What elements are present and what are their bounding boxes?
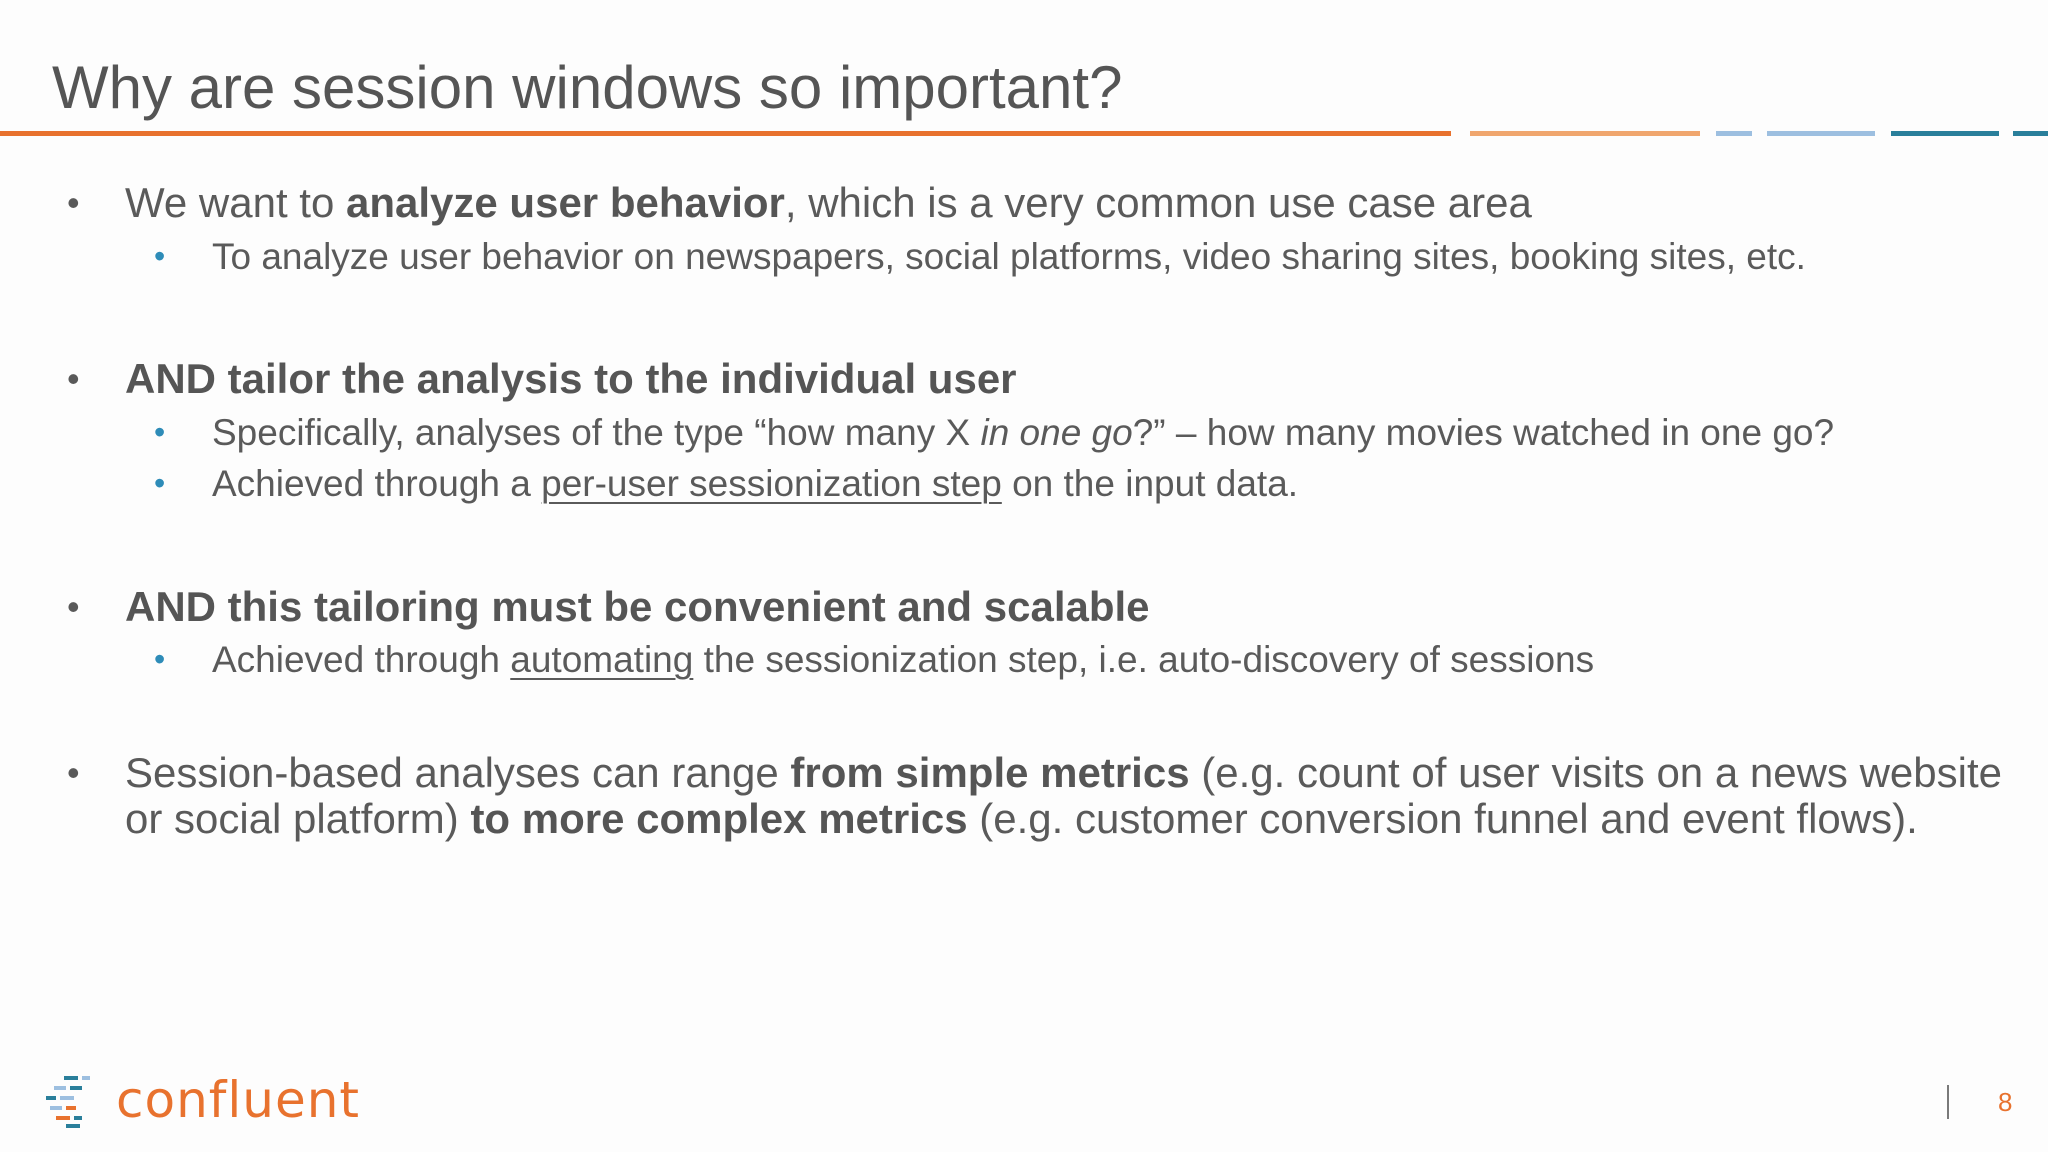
bullet-item: • AND tailor the analysis to the individual user bbox=[67, 355, 1017, 402]
page-number-separator bbox=[1947, 1085, 1949, 1119]
bullet-dot: • bbox=[67, 752, 80, 793]
slide-title: Why are session windows so important? bbox=[52, 54, 1123, 121]
title-rule-light-orange bbox=[1470, 131, 1700, 136]
logo-wordmark: confluent bbox=[116, 1071, 361, 1129]
sub-bullet-item: • Achieved through a per-user sessionization step on the input data. bbox=[154, 463, 1299, 504]
bullet-item: • Session-based analyses can range from simple metrics (e.g. count of user visits on a news website or social platform) to more complex metrics (e.g. customer conversion funnel and event flows). bbox=[67, 749, 2002, 842]
sub-bullet-dot: • bbox=[154, 641, 166, 677]
bullet-item: • AND this tailoring must be convenient and scalable bbox=[67, 583, 1150, 630]
underlined-text: automating bbox=[510, 639, 694, 680]
bullet-dot: • bbox=[67, 358, 80, 399]
confluent-logo bbox=[42, 1070, 361, 1130]
underlined-text: per-user sessionization step bbox=[541, 463, 1002, 504]
sub-bullet-dot: • bbox=[154, 238, 166, 274]
sub-bullet-item: • Achieved through automating the sessionization step, i.e. auto-discovery of sessions bbox=[154, 639, 1595, 680]
sub-bullet-dot: • bbox=[154, 465, 166, 501]
sub-bullet-item: • To analyze user behavior on newspapers, social platforms, video sharing sites, booking sites, etc. bbox=[154, 236, 1806, 277]
confluent-logo-icon bbox=[42, 1070, 116, 1130]
title-rule-orange bbox=[0, 131, 1451, 136]
bullet-dot: • bbox=[67, 182, 80, 223]
page-number: 8 bbox=[1998, 1087, 2013, 1117]
title-rule-light-blue-short bbox=[1716, 131, 1752, 136]
title-rule-teal bbox=[1891, 131, 1999, 136]
title-rule-teal-short bbox=[2013, 131, 2048, 136]
bullet-dot: • bbox=[67, 586, 80, 627]
bullet-item: • We want to analyze user behavior, which is a very common use case area bbox=[67, 179, 1532, 226]
sub-bullet-dot: • bbox=[154, 414, 166, 450]
sub-bullet-item: • Specifically, analyses of the type “how many X in one go?” – how many movies watched in one go? bbox=[154, 412, 1835, 453]
title-rule-light-blue bbox=[1767, 131, 1875, 136]
